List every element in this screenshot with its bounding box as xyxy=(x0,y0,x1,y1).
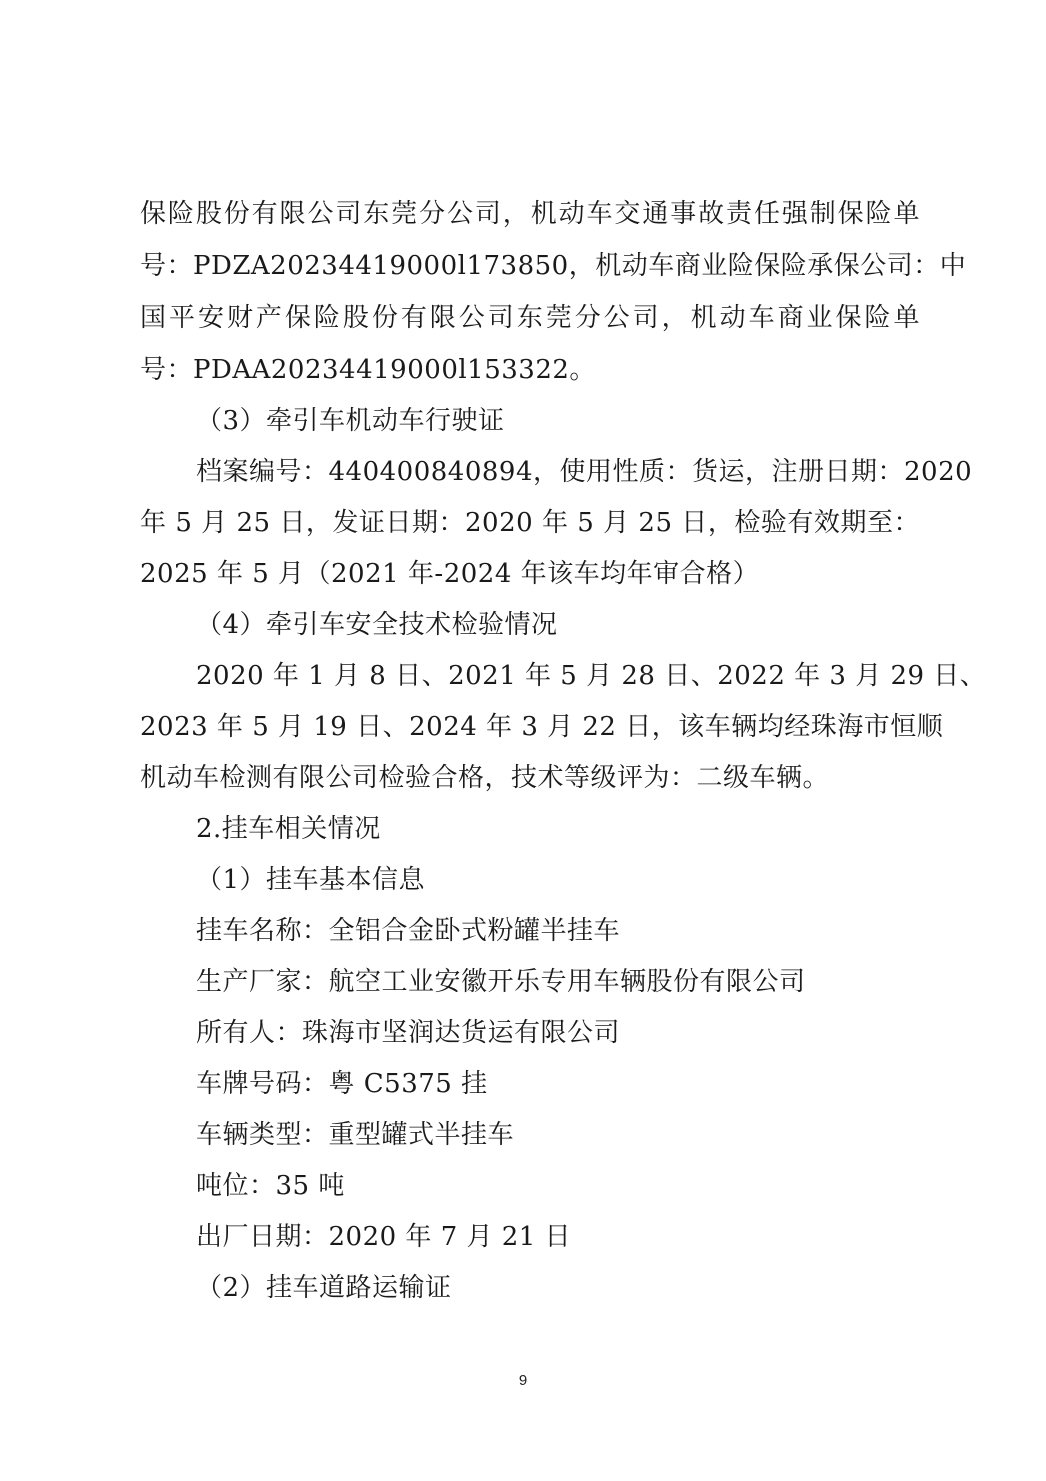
body-line-7: 年 5 月 25 日，发证日期：2020 年 5 月 25 日，检验有效期至： xyxy=(140,508,920,538)
trailer-owner: 所有人：珠海市坚润达货运有限公司 xyxy=(196,1018,621,1048)
section-heading-trailer-transport-permit: （2）挂车道路运输证 xyxy=(196,1273,452,1303)
section-heading-trailer-basic-info: （1）挂车基本信息 xyxy=(196,865,426,895)
section-heading-4: （4）牵引车安全技术检验情况 xyxy=(196,610,558,640)
body-line-10: 2020 年 1 月 8 日、2021 年 5 月 28 日、2022 年 3 月 29 日、 xyxy=(196,661,987,691)
trailer-tonnage: 吨位：35 吨 xyxy=(196,1171,345,1201)
body-line-1: 保险股份有限公司东莞分公司，机动车交通事故责任强制保险单 xyxy=(140,199,920,229)
trailer-vehicle-type: 车辆类型：重型罐式半挂车 xyxy=(196,1120,515,1150)
section-heading-3: （3）牵引车机动车行驶证 xyxy=(196,406,505,436)
body-line-8: 2025 年 5 月（2021 年-2024 年该车均年审合格） xyxy=(140,559,760,589)
body-line-11: 2023 年 5 月 19 日、2024 年 3 月 22 日，该车辆均经珠海市恒顺 xyxy=(140,712,944,742)
trailer-manufacture-date: 出厂日期：2020 年 7 月 21 日 xyxy=(196,1222,572,1252)
body-line-2: 号：PDZA20234419000l173850，机动车商业险保险承保公司：中 xyxy=(140,251,967,281)
page-number: 9 xyxy=(518,1372,528,1389)
trailer-plate-number: 车牌号码：粤 C5375 挂 xyxy=(196,1069,488,1099)
body-line-3: 国平安财产保险股份有限公司东莞分公司，机动车商业保险单 xyxy=(140,303,920,333)
trailer-manufacturer: 生产厂家：航空工业安徽开乐专用车辆股份有限公司 xyxy=(196,967,806,997)
body-line-6: 档案编号：440400840894，使用性质：货运，注册日期：2020 xyxy=(196,457,973,487)
body-line-12: 机动车检测有限公司检验合格，技术等级评为：二级车辆。 xyxy=(140,763,830,793)
section-heading-trailer: 2.挂车相关情况 xyxy=(196,814,381,844)
trailer-name: 挂车名称：全铝合金卧式粉罐半挂车 xyxy=(196,916,621,946)
body-line-4: 号：PDAA20234419000l153322。 xyxy=(140,355,596,385)
